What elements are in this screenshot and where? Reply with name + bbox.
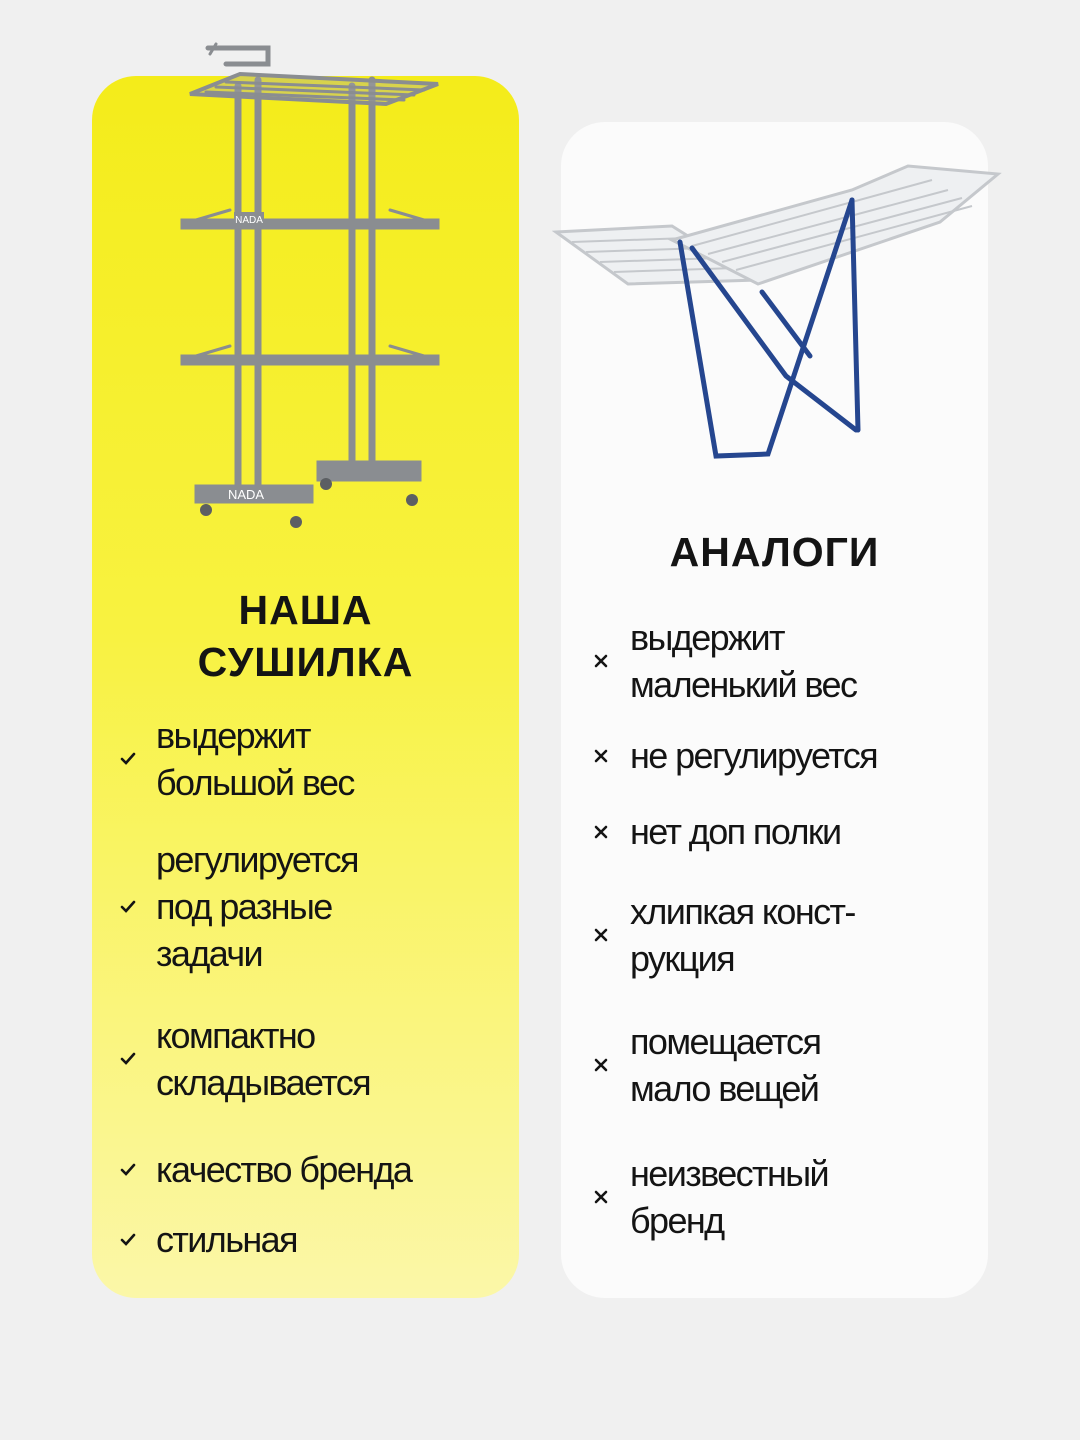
cross-icon [594,1058,630,1072]
our-feature-4 [120,1146,411,1193]
cross-icon [594,1190,630,1204]
our-dryer-heading [120,584,491,688]
analog-feature-text: нет доп полки [630,811,841,852]
our-feature-2 [120,836,358,977]
analog-feature-1 [594,614,856,708]
cross-icon [594,825,630,839]
analog-feature-text: неизвестный бренд [630,1153,829,1241]
check-icon [120,752,156,766]
analog-feature-text: хлипкая конст- рукция [630,891,855,979]
our-feature-5 [120,1216,297,1263]
analogs-heading: АНАЛОГИ [669,529,880,575]
analog-feature-2 [594,732,877,779]
analog-feature-text: помещается мало вещей [630,1021,821,1109]
our-feature-text: компактно складывается [156,1015,371,1103]
check-icon [120,1163,156,1177]
analog-feature-3 [594,808,841,855]
our-feature-3 [120,1012,370,1106]
our-dryer-heading-line1: НАША [238,587,373,633]
our-dryer-heading-line2: СУШИЛКА [197,639,414,685]
our-feature-1 [120,712,354,806]
analog-feature-4 [594,888,855,982]
our-feature-text: регулируется под разные задачи [156,839,358,974]
cross-icon [594,749,630,763]
cross-icon [594,654,630,668]
our-feature-text: стильная [156,1219,297,1260]
check-icon [120,1052,156,1066]
winged-dryer-image [552,160,1004,490]
analog-feature-5 [594,1018,820,1112]
brand-label-top: NADA [235,215,263,226]
tower-dryer-image [176,34,446,534]
our-feature-text: выдержит большой вес [156,715,354,803]
brand-label-base: NADA [227,487,265,502]
analog-feature-text: выдержит маленький вес [630,617,857,705]
our-feature-text: качество бренда [156,1149,412,1190]
cross-icon [594,928,630,942]
analog-feature-6 [594,1150,828,1244]
check-icon [120,1233,156,1247]
analog-feature-text: не регулируется [630,735,878,776]
check-icon [120,900,156,914]
